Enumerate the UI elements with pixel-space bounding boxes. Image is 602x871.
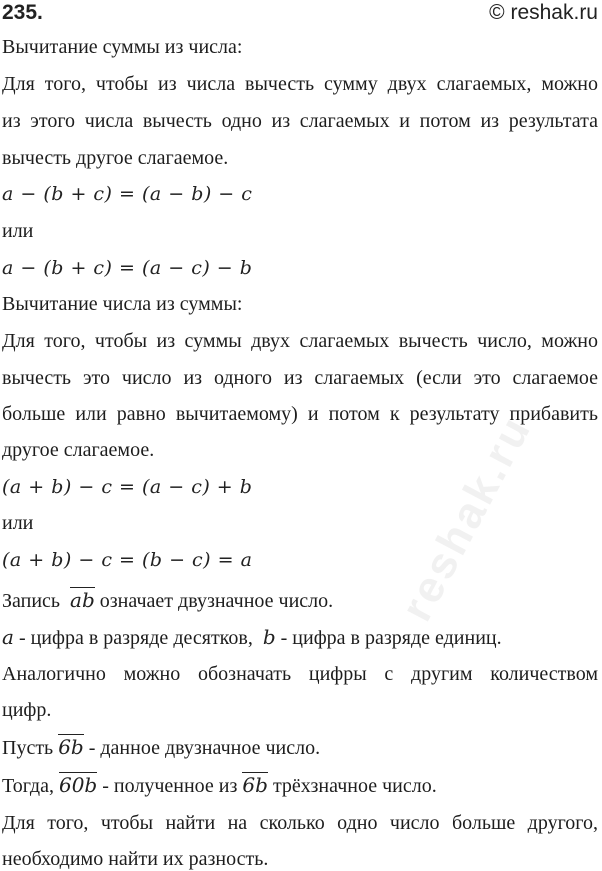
section2-rule-line1: Для того, чтобы из суммы двух слагаемых вычесть число, можно: [2, 330, 598, 352]
solution-then-suffix: трёхзначное число.: [272, 775, 437, 797]
section2-title: Вычитание числа из суммы:: [2, 293, 243, 315]
header: [0, 0, 602, 28]
section2-rule-line4: другое слагаемое.: [2, 439, 155, 461]
section2-formula1: (a + b) − c = (a − c) + b: [2, 476, 253, 498]
section1-rule-line1: Для того, чтобы из числа вычесть сумму двух слагаемых, можно: [2, 73, 598, 95]
section2-formula2: (a + b) − c = (b − c) = a: [2, 549, 253, 571]
solution-let-prefix: Пусть: [2, 737, 54, 759]
notation-record-line: [2, 587, 333, 614]
solution-then-prefix: Тогда,: [2, 775, 54, 797]
section2-rule-line3: больше или равно вычитаемому) и потом к результату прибавить: [2, 403, 598, 425]
site-copyright[interactable]: © reshak.ru: [489, 1, 598, 24]
notation-b-desc: - цифра в разряде единиц.: [280, 627, 502, 649]
solution-then-symbol2: 6b: [242, 773, 268, 797]
solution-let-suffix: - данное двузначное число.: [88, 737, 321, 759]
section1-rule-line3: вычесть другое слагаемое.: [2, 147, 229, 169]
notation-a-symbol: a: [2, 625, 14, 649]
notation-analog-line2: цифр.: [2, 699, 52, 721]
section2-or: или: [2, 512, 34, 534]
notation-a-desc: - цифра в разряде десятков,: [18, 627, 253, 649]
solution-let-line: [2, 734, 320, 761]
notation-record-prefix: Запись: [2, 590, 61, 612]
notation-b-symbol: b: [262, 625, 276, 649]
solution-then-middle: - полученное из: [102, 775, 238, 797]
notation-record-symbol: ab: [70, 588, 95, 612]
section1-title: Вычитание суммы из числа:: [2, 36, 243, 58]
solution-then-line: [2, 772, 437, 799]
problem-number: 235.: [2, 1, 43, 24]
solution-diff-line1: Для того, чтобы найти на сколько одно число больше другого,: [2, 812, 598, 834]
section1-or: или: [2, 220, 34, 242]
section1-rule-line2: из этого числа вычесть одно из слагаемых и потом из результата: [2, 110, 598, 132]
section1-formula2: a − (b + c) = (a − c) − b: [2, 257, 253, 279]
section2-rule-line2: вычесть это число из одного из слагаемых (если это слагаемое: [2, 367, 598, 389]
notation-record-suffix: означает двузначное число.: [99, 590, 334, 612]
solution-let-symbol: 6b: [58, 735, 84, 759]
solution-diff-line2: необходимо найти их разность.: [2, 848, 269, 870]
notation-digits-line: [2, 624, 502, 651]
notation-analog-line1: Аналогично можно обозначать цифры с другим количеством: [2, 663, 598, 685]
section1-formula1: a − (b + c) = (a − b) − c: [2, 183, 253, 205]
reshak-watermark: reshak.ru: [392, 407, 541, 630]
solution-then-symbol: 60b: [58, 773, 98, 797]
